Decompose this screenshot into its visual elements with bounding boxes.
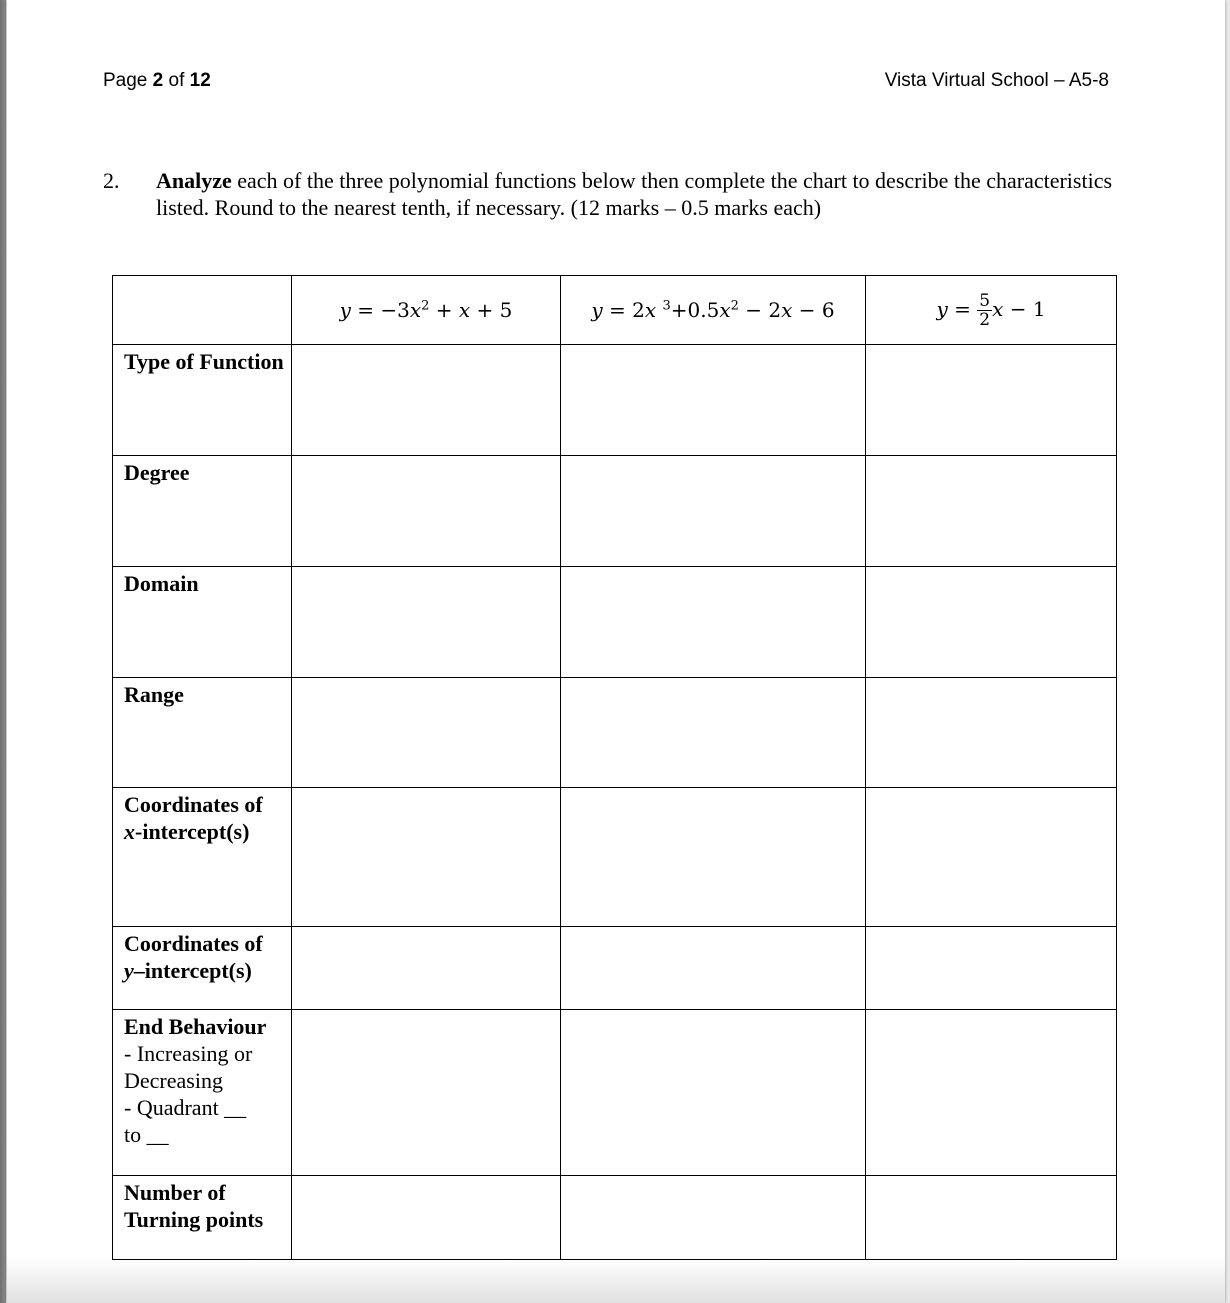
- characteristics-chart: [112, 275, 1117, 1260]
- answer-cell[interactable]: [292, 678, 561, 788]
- exponent: 2: [421, 298, 430, 314]
- answer-cell[interactable]: [292, 345, 561, 456]
- answer-cell[interactable]: [292, 927, 561, 1010]
- row-label-text: –intercept(s): [133, 958, 252, 983]
- row-label-line: to __: [124, 1122, 169, 1147]
- f1-part2: +: [429, 298, 459, 322]
- var-x: x: [409, 298, 422, 322]
- page-indicator: [103, 70, 211, 92]
- row-label-var: y: [124, 958, 134, 983]
- row-label-domain: [113, 567, 292, 678]
- table-row: [113, 678, 1117, 788]
- f3-part: − 1: [1003, 296, 1046, 321]
- document-page: [7, 0, 1225, 1303]
- answer-cell[interactable]: [866, 678, 1117, 788]
- answer-cell[interactable]: [561, 345, 866, 456]
- question-bold-word: Analyze: [156, 168, 232, 193]
- f2-part3: − 2: [738, 298, 782, 322]
- table-row: [113, 927, 1117, 1010]
- answer-cell[interactable]: [866, 567, 1117, 678]
- answer-cell[interactable]: [561, 678, 866, 788]
- fraction-numerator: 5: [979, 290, 991, 311]
- row-label-turning-points: [113, 1176, 292, 1260]
- var-y: y: [591, 298, 603, 322]
- answer-cell[interactable]: [866, 927, 1117, 1010]
- answer-cell[interactable]: [866, 788, 1117, 927]
- answer-cell[interactable]: [866, 456, 1117, 567]
- row-label-type: [113, 345, 292, 456]
- exponent: 3: [662, 298, 671, 314]
- answer-cell[interactable]: [561, 1010, 866, 1176]
- exponent: 2: [730, 298, 739, 314]
- row-label-x-intercepts: [113, 788, 292, 927]
- answer-cell[interactable]: [561, 927, 866, 1010]
- row-label-text: Degree: [124, 460, 190, 485]
- table-row: [113, 345, 1117, 456]
- row-label-line: - Quadrant __: [124, 1095, 247, 1120]
- row-label-text: -intercept(s): [135, 819, 250, 844]
- answer-cell[interactable]: [561, 456, 866, 567]
- function-1-header: [292, 276, 561, 345]
- page-current: 2: [152, 70, 164, 91]
- question-text: [156, 167, 1116, 221]
- table-row: [113, 788, 1117, 927]
- bottom-fade: [7, 1258, 1225, 1303]
- f2-part2: +0.5: [670, 298, 720, 322]
- answer-cell[interactable]: [292, 567, 561, 678]
- row-label-degree: [113, 456, 292, 567]
- header-row: [113, 276, 1117, 345]
- row-label-text: Range: [124, 682, 184, 707]
- answer-cell[interactable]: [292, 456, 561, 567]
- f2-part4: − 6: [792, 298, 835, 322]
- var-x: x: [719, 298, 731, 322]
- f2-part1: = 2: [602, 298, 645, 322]
- answer-cell[interactable]: [866, 1176, 1117, 1260]
- fraction: [977, 292, 992, 329]
- table-row: [113, 1010, 1117, 1176]
- page-total: 12: [189, 70, 211, 91]
- f1-part3: + 5: [470, 298, 513, 322]
- row-label-y-intercepts: [113, 927, 292, 1010]
- fraction-denominator: 2: [979, 309, 991, 330]
- answer-cell[interactable]: [292, 1176, 561, 1260]
- row-label-range: [113, 678, 292, 788]
- page-prefix: Page: [103, 70, 148, 91]
- page-of: of: [168, 70, 185, 91]
- answer-cell[interactable]: [292, 788, 561, 927]
- var-x: x: [781, 298, 793, 322]
- answer-cell[interactable]: [292, 1010, 561, 1176]
- row-label-text: End Behaviour: [124, 1014, 267, 1039]
- answer-cell[interactable]: [561, 567, 866, 678]
- corner-cell: [113, 276, 292, 345]
- row-label-text: Coordinates of: [124, 931, 263, 956]
- answer-cell[interactable]: [561, 788, 866, 927]
- row-label-text: Coordinates of: [124, 792, 263, 817]
- school-header: Vista Virtual School – A5-8: [884, 70, 1109, 91]
- answer-cell[interactable]: [866, 345, 1117, 456]
- var-x: x: [458, 298, 471, 322]
- answer-cell[interactable]: [866, 1010, 1117, 1176]
- f3-equals: =: [947, 296, 978, 321]
- question-number: 2.: [103, 168, 120, 193]
- function-3-header: [866, 276, 1117, 345]
- question-body: each of the three polynomial functions below then complete the chart to describe the characteristics listed. Round to the nearest tenth, if necessary. (12 marks – 0.5 marks each): [156, 168, 1113, 220]
- row-label-text: Type of Function: [124, 349, 284, 374]
- answer-cell[interactable]: [561, 1176, 866, 1260]
- row-label-line: - Increasing or Decreasing: [124, 1041, 253, 1093]
- table-row: [113, 1176, 1117, 1260]
- row-label-var: x: [124, 819, 135, 844]
- var-y: y: [936, 296, 948, 321]
- row-label-text: Number of Turning points: [124, 1180, 264, 1232]
- f1-part1: = −3: [350, 298, 410, 322]
- var-x: x: [644, 298, 657, 322]
- var-y: y: [339, 298, 351, 322]
- table-row: [113, 456, 1117, 567]
- row-label-text: Domain: [124, 571, 199, 596]
- table-row: [113, 567, 1117, 678]
- row-label-end-behaviour: [113, 1010, 292, 1176]
- function-2-header: [561, 276, 866, 345]
- var-x: x: [992, 296, 1004, 321]
